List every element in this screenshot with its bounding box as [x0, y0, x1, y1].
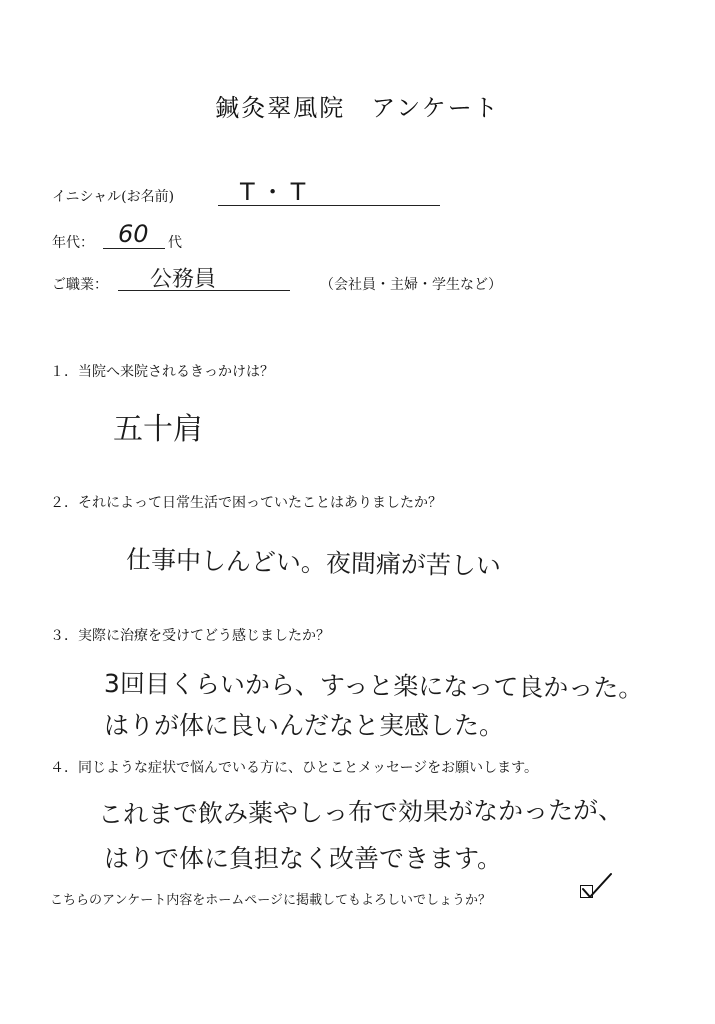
- initial-label: イニシャル(お名前): [52, 189, 175, 205]
- question-4-label: ４．同じような症状で悩んでいる方に、ひとことメッセージをお願いします。: [50, 760, 539, 776]
- age-underline: [103, 248, 165, 249]
- job-value: 公務員: [150, 267, 217, 292]
- question-4-answer-line-1: これまで飲み薬やしっ布で効果がなかったが、: [97, 795, 624, 829]
- job-label: ご職業：: [52, 277, 108, 293]
- age-value: 60: [118, 220, 149, 248]
- question-2-answer: 仕事中しんどい。夜間痛が苦しい: [125, 545, 502, 581]
- age-suffix: 代: [168, 235, 182, 251]
- question-4-answer-line-2: はりで体に負担なく改善できます。: [104, 844, 503, 873]
- question-3-answer-line-1: 3回目くらいから、すっと楽になって良かった。: [103, 669, 644, 703]
- question-2-label: ２．それによって日常生活で困っていたことはありましたか？: [50, 495, 442, 511]
- question-3-label: ３．実際に治療を受けてどう感じましたか？: [50, 628, 330, 644]
- check-mark-icon: [580, 872, 614, 900]
- question-1-answer: 五十肩: [113, 412, 203, 447]
- job-hint: （会社員・主婦・学生など）: [320, 277, 502, 293]
- page-title: 鍼灸翠風院 アンケート: [215, 94, 500, 122]
- initial-value: T・T: [240, 178, 312, 206]
- consent-label: こちらのアンケート内容をホームページに掲載してもよろしいでしょうか？: [50, 893, 491, 908]
- question-3-answer-line-2: はりが体に良いんだなと実感した。: [104, 711, 505, 740]
- question-1-label: １．当院へ来院されるきっかけは？: [50, 364, 274, 380]
- age-label: 年代：: [52, 235, 94, 251]
